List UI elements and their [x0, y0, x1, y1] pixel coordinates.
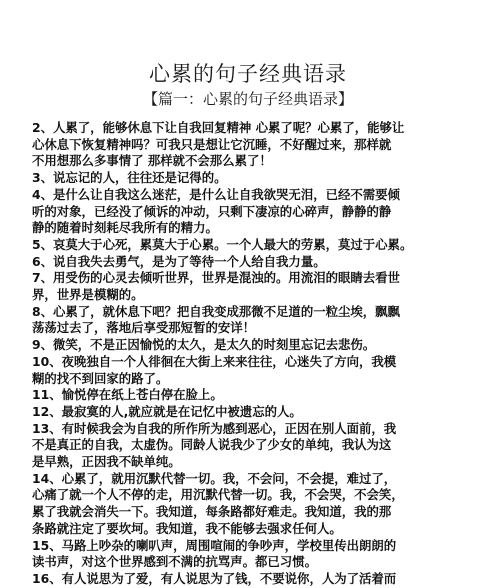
quote-paragraph [32, 538, 480, 571]
text-line: 8、心累了，就休息下吧？把自我变成那微不足道的一粒尘埃，飘飘 [32, 303, 400, 319]
text-line: 荡荡过去了，落地后享受那短暂的安详！ [32, 320, 256, 336]
text-line: 5、哀莫大于心死，累莫大于心累。一个人最大的劳累，莫过于心累。 [32, 236, 413, 252]
text-line: 静的随着时刻耗尽我所有的精力。 [32, 220, 218, 236]
text-line: 13、有时候我会为自我的所作所为感到恶心，正因在别人面前，我 [32, 420, 397, 436]
quote-paragraph [32, 120, 480, 170]
quote-paragraph [32, 170, 480, 187]
text-line: 15、马路上吵杂的喇叭声，周围喧闹的争吵声，学校里传出朗朗的 [32, 537, 397, 553]
quote-paragraph [32, 187, 480, 237]
text-line: 读书声，对这个世界感到不满的抗骂声。都已习惯。 [32, 554, 317, 570]
quote-paragraph [32, 354, 480, 387]
text-line: 2、人累了，能够休息下让自我回复精神 心累了呢？心累了，能够让 [32, 120, 405, 135]
quote-paragraph [32, 471, 480, 538]
quote-paragraph [32, 404, 480, 421]
quote-paragraph [32, 270, 480, 303]
quote-paragraph [32, 237, 480, 254]
text-line: 6、说自我失去勇气，是为了等待一个人给自我力量。 [32, 253, 326, 269]
text-line: 心休息下恢复精神吗？可我只是想让它沉睡，不好醒过来，那样就 [32, 136, 392, 152]
page-title: 心累的句子经典语录 [149, 62, 347, 86]
text-line: 是早熟，正因我不缺单纯。 [32, 454, 181, 470]
text-line: 12、最寂寞的人,就应就是在记忆中被遗忘的人。 [32, 403, 302, 419]
text-line: 条路就注定了要坎坷。我知道，我不能够去强求任何人。 [32, 520, 342, 536]
text-line: 心痛了就一个人不停的走，用沉默代替一切。我，不会哭，不会笑， [32, 487, 404, 503]
section-heading: 【篇一：心累的句子经典语录】 [142, 90, 353, 108]
quote-paragraph [32, 571, 480, 588]
text-line: 16、有人说思为了爱，有人说思为了钱，不要说你，人为了活着而 [32, 570, 397, 586]
text-line: 14、心累了，就用沉默代替一切。我，不会问，不会提，难过了， [32, 470, 397, 486]
text-line: 9、微笑，不是正因愉悦的太久，是太久的时刻里忘记去悲伤。 [32, 337, 376, 353]
text-line: 11、愉悦停在纸上苍白停在脸上。 [32, 387, 223, 403]
text-line: 界，世界是模糊的。 [32, 287, 144, 303]
text-line: 不用想那么多事情了 那样就不会那么累了！ [32, 153, 272, 169]
text-line: 10、夜晚独自一个人徘徊在大街上来来往往，心迷失了方向，我模 [32, 353, 397, 369]
text-line: 听的对象，已经没了倾诉的冲动，只剩下凄凉的心碎声，静静的静 [32, 203, 392, 219]
quote-paragraph [32, 421, 480, 471]
quote-paragraph [32, 304, 480, 337]
text-line: 7、用受伤的心灵去倾听世界，世界是混浊的。用流泪的眼睛去看世 [32, 270, 400, 286]
text-line: 糊的找不到回家的路了。 [32, 370, 169, 386]
text-line: 3、说忘记的人，往往还是记得的。 [32, 170, 227, 186]
text-line: 不是真正的自我，太虚伪。同龄人说我少了少女的单纯，我认为这 [32, 437, 392, 453]
quote-paragraph [32, 387, 480, 404]
text-line: 累了我就会消失一下。我知道，每条路都好难走。我知道，我的那 [32, 504, 392, 520]
quote-list [32, 120, 480, 588]
text-line: 4、是什么让自我这么迷茫，是什么让自我欲哭无泪，已经不需要倾 [32, 186, 400, 202]
quote-paragraph [32, 254, 480, 271]
quote-paragraph [32, 337, 480, 354]
